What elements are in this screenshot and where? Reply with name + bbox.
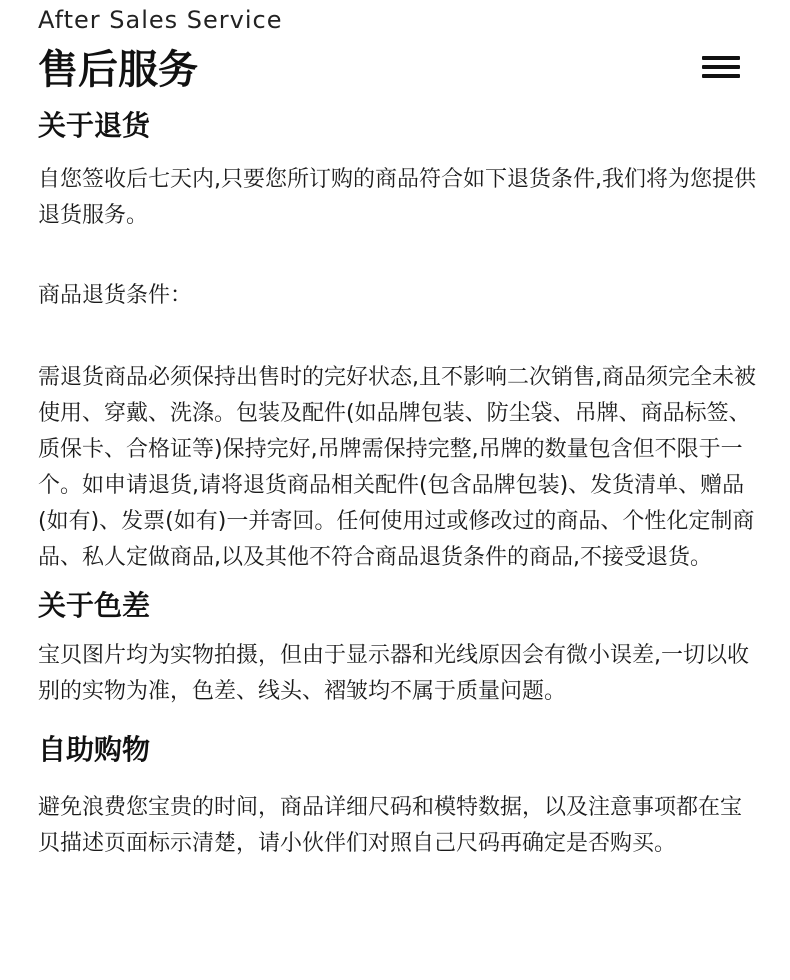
hamburger-menu-icon[interactable] [702, 54, 740, 82]
section-title-color-difference: 关于色差 [38, 589, 151, 622]
menu-bar-top [702, 56, 740, 60]
main-content [38, 104, 758, 862]
page-title: 售后服务 [38, 47, 198, 93]
menu-bar-middle [702, 65, 740, 69]
menu-bar-bottom [702, 74, 740, 78]
section-title-returns: 关于退货 [38, 109, 151, 142]
returns-conditions-text: 需退货商品必须保持出售时的完好状态,且不影响二次销售,商品须完全未被使用、穿戴、洗涤。包装及配件(如品牌包装、防尘袋、吊牌、商品标签、质保卡、合格证等)保持完好,吊牌需保持完整,吊牌的数量包含但不限于一个。如申请退货,请将退货商品相关配件(包含品牌包装)、发货清单、赠品(如有)、发票(如有)一并寄回。任何使用过或修改过的商品、个性化定制商品、私人定做商品,以及其他不符合商品退货条件的商品,不接受退货。 [38, 365, 756, 570]
returns-conditions-heading: 商品退货条件： [38, 283, 193, 308]
page-subtitle: After Sales Service [38, 6, 283, 34]
page-header [38, 4, 758, 94]
section-title-self-shopping: 自助购物 [38, 733, 151, 766]
color-difference-text: 宝贝图片均为实物拍摄，但由于显示器和光线原因会有微小误差,一切以收别的实物为准，色差、线头、褶皱均不属于质量问题。 [38, 643, 749, 704]
self-shopping-text: 避免浪费您宝贵的时间，商品详细尺码和模特数据，以及注意事项都在宝贝描述页面标示清楚，请小伙伴们对照自己尺码再确定是否购买。 [38, 795, 743, 856]
returns-intro-text: 自您签收后七天内,只要您所订购的商品符合如下退货条件,我们将为您提供退货服务。 [38, 167, 756, 228]
